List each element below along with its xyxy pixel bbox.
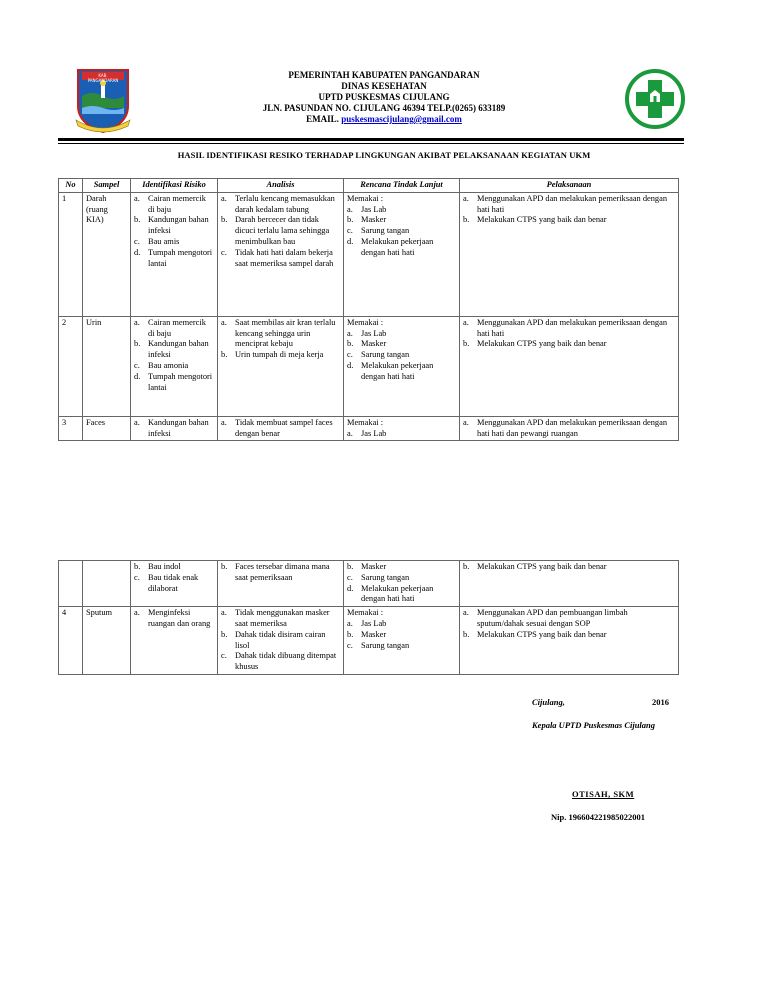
list-item — [463, 318, 675, 340]
risk-table — [58, 178, 679, 441]
row-pelaksanaan — [460, 192, 679, 316]
list-marker: a. — [134, 193, 140, 203]
row-rencana — [344, 561, 460, 607]
list-text: Tidak menggunakan masker saat memeriksa — [235, 608, 330, 628]
row-analisis — [218, 607, 344, 675]
list-item — [463, 608, 675, 630]
list-text: Jas Lab — [361, 428, 387, 438]
list-marker: c. — [347, 640, 353, 650]
signature-position: Kepala UPTD Puskesmas Cijulang — [532, 720, 656, 730]
list-item — [347, 584, 456, 606]
list-item — [221, 562, 340, 584]
row-pelaksanaan — [460, 607, 679, 675]
list-marker: a. — [221, 317, 227, 327]
list-text: Masker — [361, 215, 387, 225]
list-text: Faces tersebar dimana mana saat pemeriksaan — [235, 562, 330, 582]
list-item — [347, 350, 456, 361]
row-analisis — [218, 192, 344, 316]
list-text: Kandungan bahan infeksi — [148, 339, 209, 360]
header-government: PEMERINTAH KABUPATEN PANGANDARAN — [288, 70, 480, 80]
list-item — [347, 429, 456, 440]
list-marker: a. — [347, 428, 353, 438]
list-marker: b. — [463, 629, 470, 639]
list-text: Masker — [361, 339, 387, 349]
risk-table-continued — [58, 560, 679, 675]
row-no: 1 — [59, 192, 83, 316]
list-marker: c. — [221, 651, 227, 661]
table-row — [59, 316, 679, 416]
list-text: Terlalu kencang memasukkan darah kedalam tabung — [235, 193, 335, 214]
list-marker: a. — [134, 417, 140, 427]
list-text: Sarung tangan — [361, 640, 410, 650]
list-text: Menggunakan APD dan pembuangan limbah sputum/dahak sesuai dengan SOP — [477, 608, 628, 628]
list-text: Urin tumpah di meja kerja — [235, 350, 324, 360]
list-text: Cairan memercik di baju — [148, 317, 206, 338]
signature-name: OTISAH, SKM — [572, 789, 635, 799]
list-text: Dahak tidak dibuang ditempat khusus — [235, 651, 337, 672]
row-analisis — [218, 416, 344, 441]
header-rule-thin — [58, 143, 684, 144]
document-title: HASIL IDENTIFIKASI RESIKO TERHADAP LINGKUNGAN AKIBAT PELAKSANAAN KEGIATAN UKM — [177, 150, 591, 160]
list-text: Saat membilas air kran terlalu kencang sehingga urin menciprat kebaju — [235, 317, 336, 349]
list-text: Tidak hati hati dalam bekerja saat memeriksa sampel darah — [235, 247, 334, 268]
table-row — [59, 416, 679, 441]
row-sampel: Darah (ruang KIA) — [83, 192, 131, 316]
list-text: Tidak membuat sampel faces dengan benar — [235, 417, 333, 438]
cell-heading: Memakai : — [347, 317, 384, 327]
list-item — [347, 361, 456, 383]
list-text: Darah bercecer dan tidak dicuci terlalu lama sehingga menimbulkan bau — [235, 215, 330, 246]
list-marker: d. — [134, 371, 141, 381]
list-marker: a. — [221, 608, 227, 618]
row-rencana — [344, 607, 460, 675]
row-pelaksanaan — [460, 316, 679, 416]
list-item — [347, 205, 456, 216]
list-item — [134, 608, 214, 630]
header-rule-thick — [58, 138, 684, 141]
col-header-risiko: Identifikasi Risiko — [131, 179, 218, 193]
cell-heading: Memakai : — [347, 193, 384, 203]
list-marker: a. — [134, 317, 140, 327]
table-row — [59, 192, 679, 316]
list-marker: a. — [347, 328, 353, 338]
row-rencana — [344, 416, 460, 441]
row-risiko — [131, 561, 218, 607]
list-text: Sarung tangan — [361, 350, 410, 360]
row-analisis — [218, 316, 344, 416]
list-item — [221, 608, 340, 630]
col-header-rencana: Rencana Tindak Lanjut — [344, 179, 460, 193]
list-marker: c. — [221, 247, 227, 257]
list-text: Kandungan bahan infeksi — [148, 417, 209, 438]
row-risiko — [131, 192, 218, 316]
row-pelaksanaan — [460, 561, 679, 607]
row-no: 3 — [59, 416, 83, 441]
list-text: Dahak tidak disiram cairan lisol — [235, 629, 326, 650]
list-marker: b. — [347, 629, 354, 639]
signature-nip: Nip. 196604221985022001 — [551, 812, 645, 822]
list-text: Bau amis — [148, 236, 180, 246]
list-text: Menggunakan APD dan melakukan pemeriksaan dengan hati hati — [477, 317, 668, 338]
list-marker: c. — [134, 236, 140, 246]
list-item — [463, 194, 675, 216]
list-marker: b. — [463, 339, 470, 349]
header-email — [0, 114, 768, 125]
row-risiko — [131, 316, 218, 416]
list-item — [134, 248, 214, 270]
list-marker: a. — [134, 608, 140, 618]
list-marker: a. — [347, 618, 353, 628]
list-marker: d. — [347, 360, 354, 370]
list-text: Masker — [361, 562, 387, 571]
list-marker: b. — [134, 215, 141, 225]
list-item — [221, 194, 340, 216]
row-rencana — [344, 316, 460, 416]
list-marker: a. — [221, 193, 227, 203]
regency-logo-text: KAB. PANGANDARAN — [87, 73, 119, 83]
list-item — [134, 361, 214, 372]
list-text: Masker — [361, 629, 387, 639]
list-item — [347, 237, 456, 259]
list-text: Melakukan pekerjaan dengan hati hati — [361, 583, 434, 604]
list-item — [134, 194, 214, 216]
cell-heading: Memakai : — [347, 417, 384, 427]
list-item — [347, 573, 456, 584]
signature-year: 2016 — [652, 697, 669, 707]
list-text: Jas Lab — [361, 204, 387, 214]
list-item — [463, 630, 675, 641]
list-text: Menggunakan APD dan melakukan pemeriksaan dengan hati hati — [477, 193, 668, 214]
list-item — [347, 562, 456, 573]
row-risiko — [131, 416, 218, 441]
signature-place: Cijulang, — [532, 697, 565, 707]
list-item — [221, 248, 340, 270]
list-marker: b. — [463, 215, 470, 225]
header-department: DINAS KESEHATAN — [341, 81, 427, 91]
list-marker: c. — [134, 572, 140, 582]
list-item — [347, 630, 456, 641]
list-item — [134, 418, 214, 440]
list-marker: a. — [463, 417, 469, 427]
list-item — [347, 641, 456, 652]
col-header-analisis: Analisis — [218, 179, 344, 193]
list-text: Sarung tangan — [361, 572, 410, 582]
list-text: Tumpah mengotori lantai — [148, 247, 213, 268]
row-sampel: Urin — [83, 316, 131, 416]
list-item — [221, 215, 340, 247]
table-row — [59, 561, 679, 607]
row-sampel — [83, 561, 131, 607]
list-item — [347, 329, 456, 340]
list-marker: b. — [221, 215, 228, 225]
list-marker: a. — [463, 608, 469, 618]
header-address: JLN. PASUNDAN NO. CIJULANG 46394 TELP.(0265) 633189 — [262, 103, 506, 113]
list-marker: c. — [347, 350, 353, 360]
list-text: Kandungan bahan infeksi — [148, 215, 209, 236]
list-text: Melakukan pekerjaan dengan hati hati — [361, 236, 434, 257]
list-text: Menginfeksi ruangan dan orang — [148, 608, 211, 628]
list-item — [221, 350, 340, 361]
list-marker: c. — [134, 360, 140, 370]
list-text: Jas Lab — [361, 328, 387, 338]
list-item — [134, 562, 214, 573]
list-marker: a. — [463, 193, 469, 203]
list-text: Bau amonia — [148, 360, 189, 370]
list-text: Jas Lab — [361, 618, 387, 628]
email-label: EMAIL. — [306, 114, 339, 124]
list-text: Cairan memercik di baju — [148, 193, 206, 214]
list-marker: b. — [347, 339, 354, 349]
list-marker: a. — [221, 417, 227, 427]
list-marker: b. — [347, 215, 354, 225]
list-marker: b. — [463, 562, 470, 571]
list-text: Melakukan CTPS yang baik dan benar — [477, 562, 607, 571]
row-analisis — [218, 561, 344, 607]
list-marker: b. — [221, 562, 228, 571]
row-sampel: Faces — [83, 416, 131, 441]
col-header-sampel: Sampel — [83, 179, 131, 193]
row-no: 4 — [59, 607, 83, 675]
row-rencana — [344, 192, 460, 316]
list-text: Bau tidak enak dilaborat — [148, 572, 199, 593]
list-item — [463, 562, 675, 573]
list-item — [463, 215, 675, 226]
list-item — [347, 619, 456, 630]
list-item — [221, 630, 340, 652]
list-marker: a. — [463, 317, 469, 327]
list-item — [463, 418, 675, 440]
list-item — [134, 237, 214, 248]
cell-heading: Memakai : — [347, 608, 384, 618]
list-marker: d. — [347, 236, 354, 246]
list-item — [347, 226, 456, 237]
list-text: Tumpah mengotori lantai — [148, 371, 213, 392]
list-item — [134, 318, 214, 340]
row-no: 2 — [59, 316, 83, 416]
list-item — [221, 651, 340, 673]
list-text: Menggunakan APD dan melakukan pemeriksaan dengan hati hati dan pewangi ruangan — [477, 417, 668, 438]
list-marker: b. — [221, 629, 228, 639]
list-marker: b. — [134, 562, 141, 571]
list-marker: c. — [347, 572, 353, 582]
col-header-no: No — [59, 179, 83, 193]
list-item — [134, 573, 214, 595]
list-text: Melakukan pekerjaan dengan hati hati — [361, 360, 434, 381]
list-text: Bau indol — [148, 562, 181, 571]
list-marker: c. — [347, 226, 353, 236]
list-item — [347, 215, 456, 226]
list-item — [463, 339, 675, 350]
row-risiko — [131, 607, 218, 675]
list-text: Sarung tangan — [361, 226, 410, 236]
list-text: Melakukan CTPS yang baik dan benar — [477, 629, 607, 639]
list-item — [221, 318, 340, 350]
email-link[interactable]: puskesmascijulang@gmail.com — [341, 114, 462, 124]
list-item — [134, 372, 214, 394]
list-marker: d. — [134, 247, 141, 257]
list-item — [134, 339, 214, 361]
row-sampel: Sputum — [83, 607, 131, 675]
list-marker: b. — [134, 339, 141, 349]
list-marker: a. — [347, 204, 353, 214]
list-text: Melakukan CTPS yang baik dan benar — [477, 339, 607, 349]
col-header-pelaksanaan: Pelaksanaan — [460, 179, 679, 193]
table-header-row — [59, 179, 679, 193]
row-pelaksanaan — [460, 416, 679, 441]
list-text: Melakukan CTPS yang baik dan benar — [477, 215, 607, 225]
list-marker: d. — [347, 583, 354, 593]
list-marker: b. — [347, 562, 354, 571]
list-item — [134, 215, 214, 237]
header-unit: UPTD PUSKESMAS CIJULANG — [318, 92, 450, 102]
table-row — [59, 607, 679, 675]
row-no — [59, 561, 83, 607]
list-item — [221, 418, 340, 440]
list-marker: b. — [221, 350, 228, 360]
list-item — [347, 339, 456, 350]
